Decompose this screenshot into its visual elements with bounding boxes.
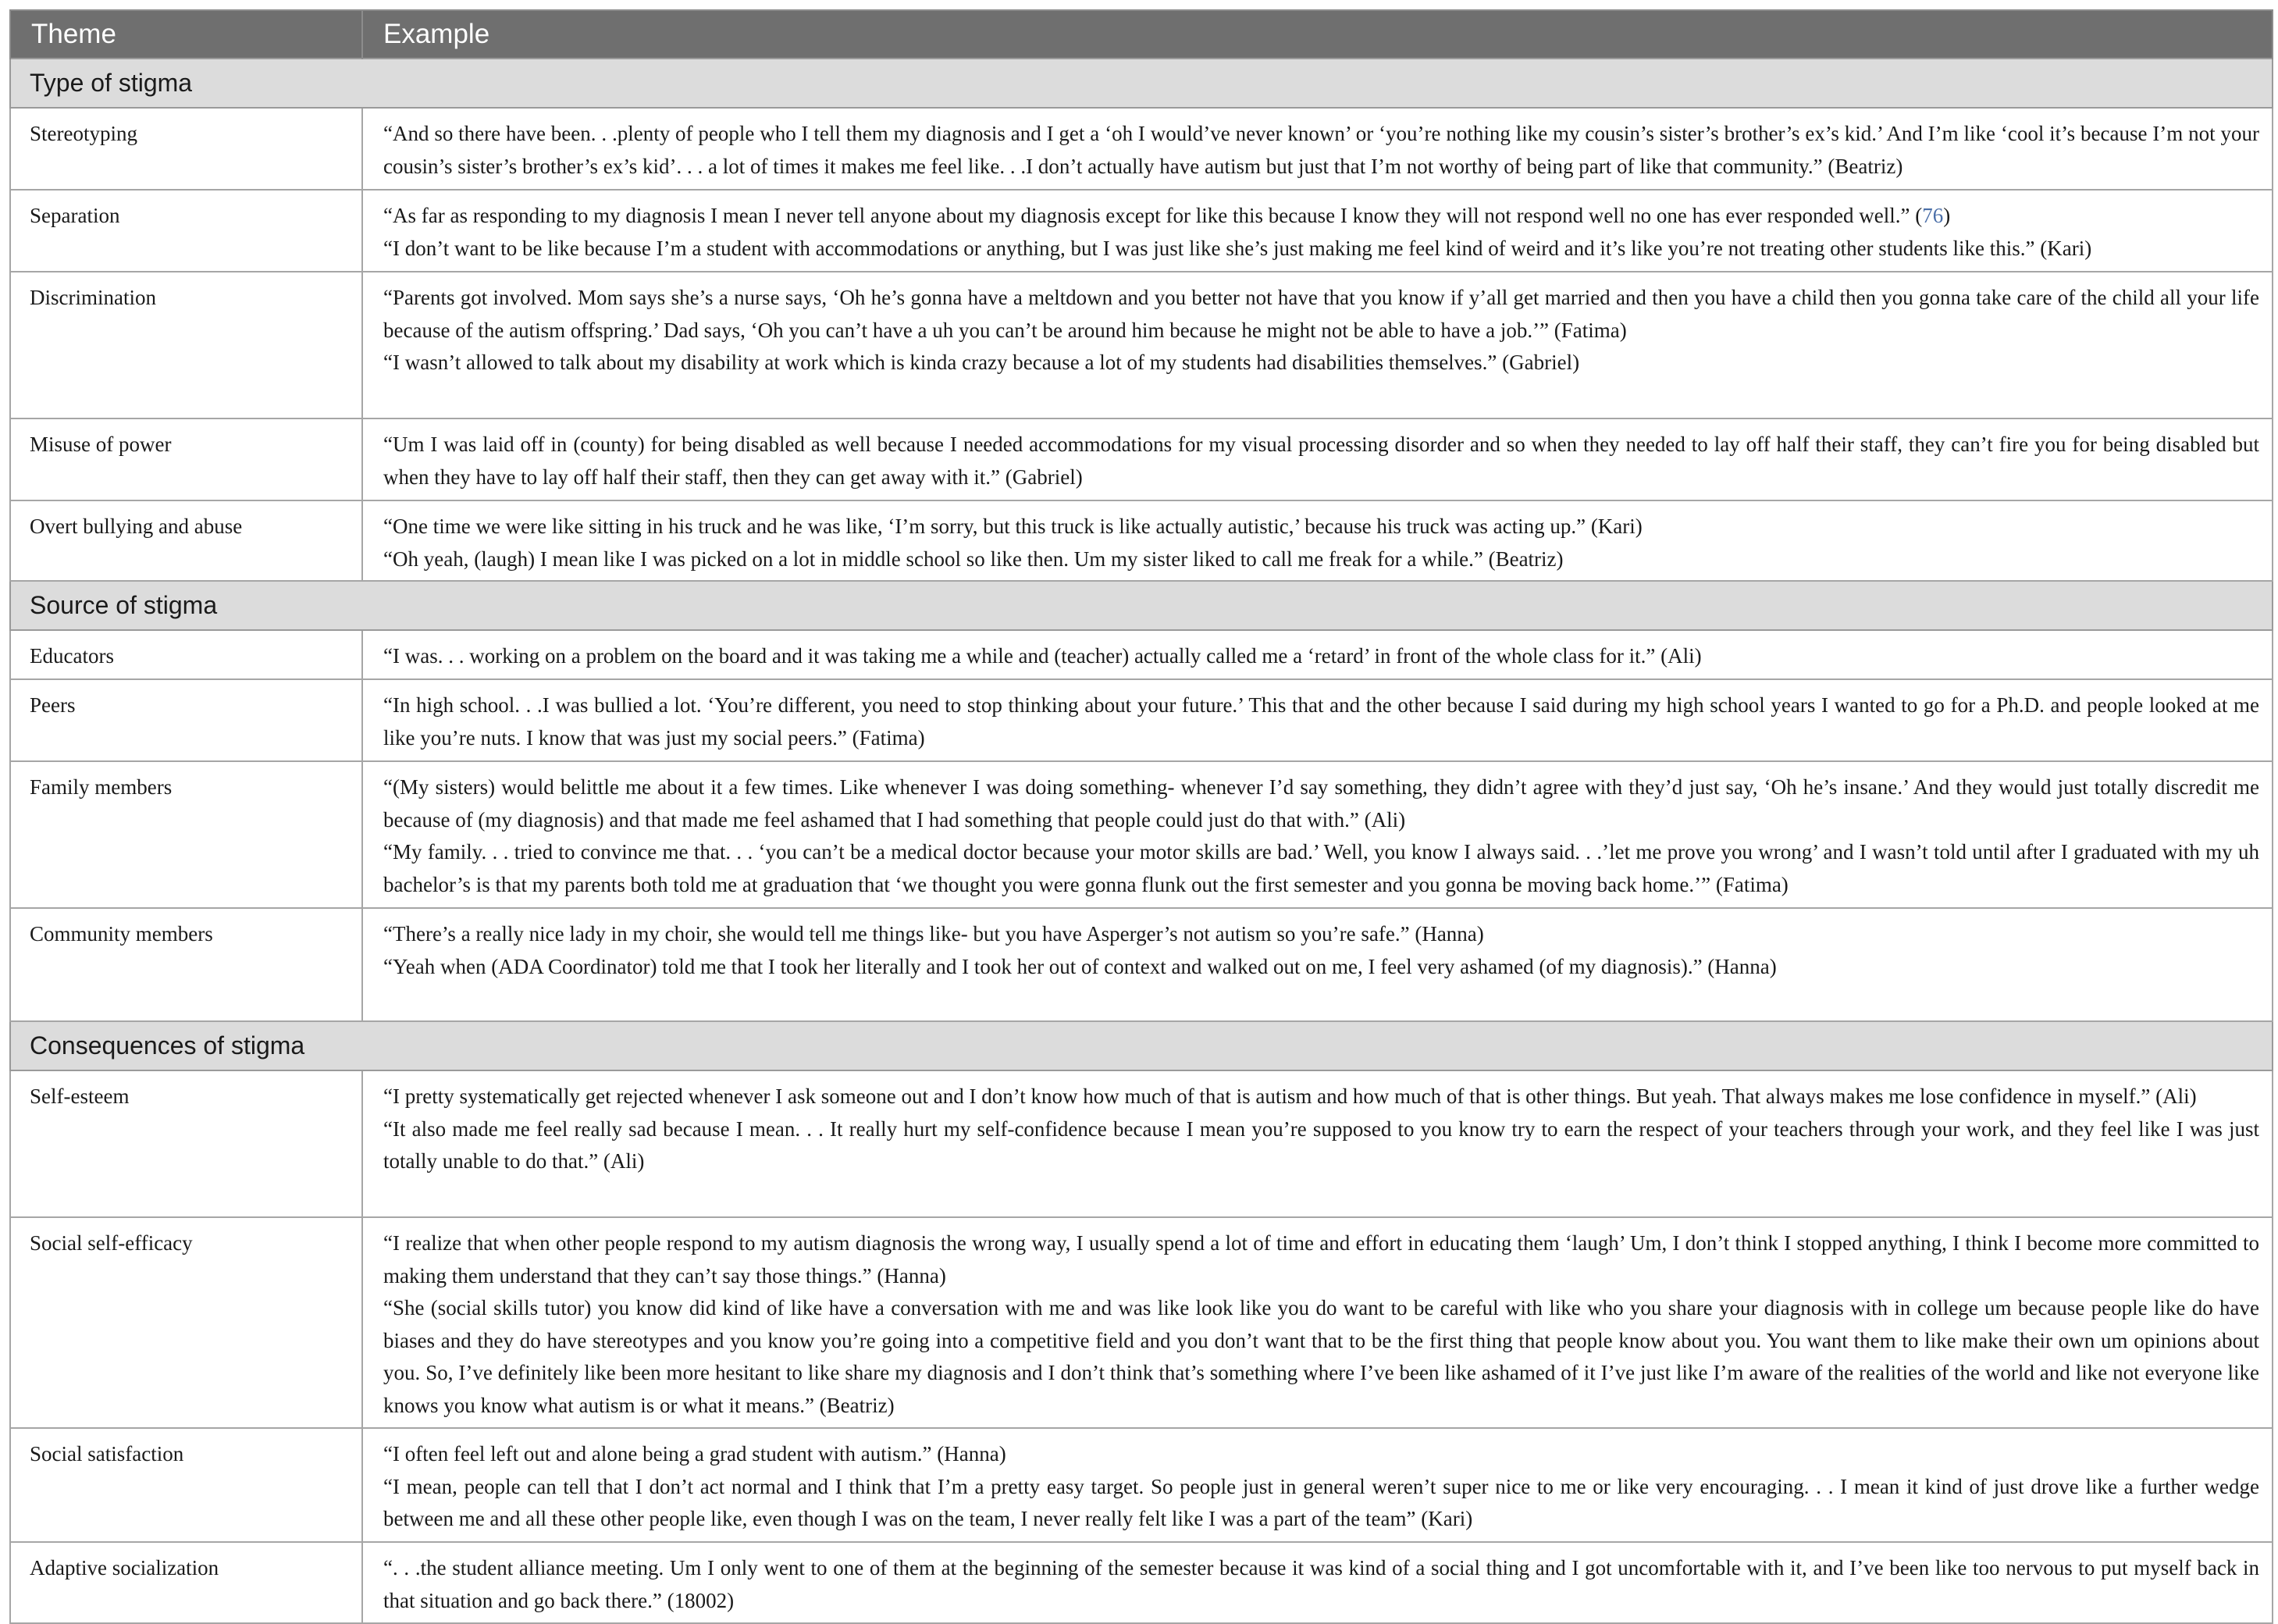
- section-row-consequences: [10, 1021, 2273, 1070]
- quote: “Um I was laid off in (county) for being disabled as well because I needed accommodations for my visual processing disorder and so when they needed to lay off half their staff, they can’t fire you for being disabled but when they have to lay off half their staff, then they can get away with it.” (Gabriel): [383, 433, 2259, 489]
- table-row: [10, 1428, 2273, 1542]
- table-row: [10, 630, 2273, 679]
- theme-cell: Discrimination: [10, 272, 362, 418]
- example-cell: [362, 272, 2273, 418]
- theme-cell: Stereotyping: [10, 108, 362, 190]
- quote: “(My sisters) would belittle me about it a few times. Like whenever I was doing something- whenever I’d say something, they didn’t agree with they’d just say, ‘Oh he’s insane.’ And they would just totally discredit me because of (my diagnosis) and that made me feel ashamed that I had something that people could just do that with.” (Ali): [383, 775, 2259, 832]
- example-cell: [362, 1542, 2273, 1623]
- example-cell: [362, 630, 2273, 679]
- table-row: [10, 1217, 2273, 1428]
- table-row: [10, 108, 2273, 190]
- section-row-source: [10, 581, 2273, 630]
- quote: “One time we were like sitting in his truck and he was like, ‘I’m sorry, but this truck is like actually autistic,’ because his truck was acting up.” (Kari): [383, 515, 1643, 538]
- theme-cell: Self-esteem: [10, 1070, 362, 1217]
- quote: “I mean, people can tell that I don’t act normal and I think that I’m a pretty easy target. So people just in general weren’t super nice to me or like very encouraging. . . I mean it kind of just drove like a further wedge between me and all these other people like, even though I was on the team, I never really felt like I was a part of the team” (Kari): [383, 1474, 2259, 1530]
- reference-link[interactable]: 76: [1922, 204, 1944, 227]
- themes-table: [9, 9, 2273, 1624]
- quote: “In high school. . .I was bullied a lot. ‘You’re different, you need to stop thinking about your future.’ This that and the other because I said during my high school years I wanted to go for a Ph.D. and people looked at me like you’re nuts. I know that was just my social peers.” (Fatima): [383, 693, 2259, 750]
- header-theme: Theme: [10, 10, 362, 59]
- theme-cell: Adaptive socialization: [10, 1542, 362, 1623]
- section-row-type: [10, 59, 2273, 108]
- example-cell: [362, 500, 2273, 581]
- example-cell: [362, 1428, 2273, 1542]
- example-cell: [362, 1217, 2273, 1428]
- theme-cell: Separation: [10, 190, 362, 272]
- quote: “Oh yeah, (laugh) I mean like I was picked on a lot in middle school so like then. Um my sister liked to call me freak for a while.” (Beatriz): [383, 547, 1564, 571]
- example-cell: [362, 761, 2273, 908]
- quote-text-end: ): [1943, 204, 1951, 227]
- theme-cell: Family members: [10, 761, 362, 908]
- table-row: [10, 761, 2273, 908]
- table-row: [10, 1542, 2273, 1623]
- section-title: Consequences of stigma: [10, 1021, 2273, 1070]
- theme-cell: Misuse of power: [10, 418, 362, 500]
- quote: “There’s a really nice lady in my choir, she would tell me things like- but you have Asperger’s not autism so you’re safe.” (Hanna): [383, 922, 1484, 946]
- example-cell: [362, 418, 2273, 500]
- example-cell: [362, 1070, 2273, 1217]
- quote: “I pretty systematically get rejected whenever I ask someone out and I don’t know how much of that is autism and how much of that is other things. But yeah. That always makes me lose confidence in myself.” (Ali): [383, 1084, 2197, 1108]
- quote: “She (social skills tutor) you know did kind of like have a conversation with me and was like look like you do want to be careful with like who you share your diagnosis with in college um because people like do have biases and they do have stereotypes and you know you’re going into a competitive field and you don’t want that to be the first thing that people know about you. You want them to like make their own um opinions about you. So, I’ve definitely like been more hesitant to like share my diagnosis and I don’t think that’s something where I’ve been like ashamed of it I’ve just like I’m aware of the realities of the world and like not everyone like knows you know what autism is or what it means.” (Beatriz): [383, 1296, 2259, 1417]
- quote: “My family. . . tried to convince me that. . . ‘you can’t be a medical doctor because your motor skills are bad.’ Well, you know I always said. . .’let me prove you wrong’ and I wasn’t told until after I graduated with my uh bachelor’s is that my parents both told me at graduation that ‘we thought you were gonna flunk out the first semester and you gonna be moving back home.’” (Fatima): [383, 840, 2259, 896]
- quote: “. . .the student alliance meeting. Um I only went to one of them at the beginning of the semester because it was kind of a social thing and I got uncomfortable with it, and I’ve been like too nervous to put myself back in that situation and go back there.” (18002): [383, 1556, 2259, 1612]
- quote-text: “As far as responding to my diagnosis I mean I never tell anyone about my diagnosis except for like this because I know they will not respond well no one has ever responded well.” (: [383, 204, 1923, 227]
- example-cell: [362, 108, 2273, 190]
- quote: [383, 200, 2259, 233]
- section-title: Type of stigma: [10, 59, 2273, 108]
- theme-cell: Educators: [10, 630, 362, 679]
- quote: “Parents got involved. Mom says she’s a nurse says, ‘Oh he’s gonna have a meltdown and you better not have that you know if y’all get married and then you have a child then you gonna take care of the child all your life because of the autism offspring.’ Dad says, ‘Oh you can’t have a uh you can’t be around him because he might not be able to have a job.’” (Fatima): [383, 286, 2259, 342]
- example-cell: [362, 190, 2273, 272]
- quote: “It also made me feel really sad because I mean. . . It really hurt my self-confidence because I mean you’re supposed to you know try to earn the respect of your teachers through your work, and they feel like I was just totally unable to do that.” (Ali): [383, 1116, 2259, 1173]
- quote: “I was. . . working on a problem on the board and it was taking me a while and (teacher) actually called me a ‘retard’ in front of the whole class for it.” (Ali): [383, 644, 1702, 668]
- table-row: [10, 500, 2273, 581]
- table-row: [10, 679, 2273, 761]
- header-example: Example: [362, 10, 2273, 59]
- theme-cell: Social self-efficacy: [10, 1217, 362, 1428]
- theme-cell: Social satisfaction: [10, 1428, 362, 1542]
- theme-cell: Peers: [10, 679, 362, 761]
- theme-cell: Community members: [10, 908, 362, 1021]
- quote: “I don’t want to be like because I’m a student with accommodations or anything, but I was just like she’s just making me feel kind of weird and it’s like you’re not treating other students like this.” (Kari): [383, 236, 2092, 260]
- example-cell: [362, 908, 2273, 1021]
- table-row: [10, 418, 2273, 500]
- table-row: [10, 190, 2273, 272]
- quote: “I realize that when other people respond to my autism diagnosis the wrong way, I usually spend a lot of time and effort in educating them ‘laugh’ Um, I don’t think I stopped anything, I think I become more committed to making them understand that they can’t say those things.” (Hanna): [383, 1231, 2259, 1287]
- section-title: Source of stigma: [10, 581, 2273, 630]
- quote: “I wasn’t allowed to talk about my disability at work which is kinda crazy because a lot of my students had disabilities themselves.” (Gabriel): [383, 351, 1580, 374]
- quote: “And so there have been. . .plenty of people who I tell them my diagnosis and I get a ‘oh I would’ve never known’ or ‘you’re nothing like my cousin’s sister’s brother’s ex’s kid.’ And I’m like ‘cool it’s because I’m not your cousin’s sister’s brother’s ex’s kid’. . . a lot of times it makes me feel like. . .I don’t actually have autism but just that I’m not worthy of being part of like that community.” (Beatriz): [383, 122, 2259, 178]
- theme-cell: Overt bullying and abuse: [10, 500, 362, 581]
- example-cell: [362, 679, 2273, 761]
- quote: “I often feel left out and alone being a grad student with autism.” (Hanna): [383, 1442, 1006, 1466]
- quote: “Yeah when (ADA Coordinator) told me that I took her literally and I took her out of context and walked out on me, I feel very ashamed (of my diagnosis).” (Hanna): [383, 954, 1777, 978]
- themes-table-container: [9, 9, 2272, 1624]
- table-row: [10, 908, 2273, 1021]
- table-row: [10, 272, 2273, 418]
- header-row: [10, 10, 2273, 59]
- table-row: [10, 1070, 2273, 1217]
